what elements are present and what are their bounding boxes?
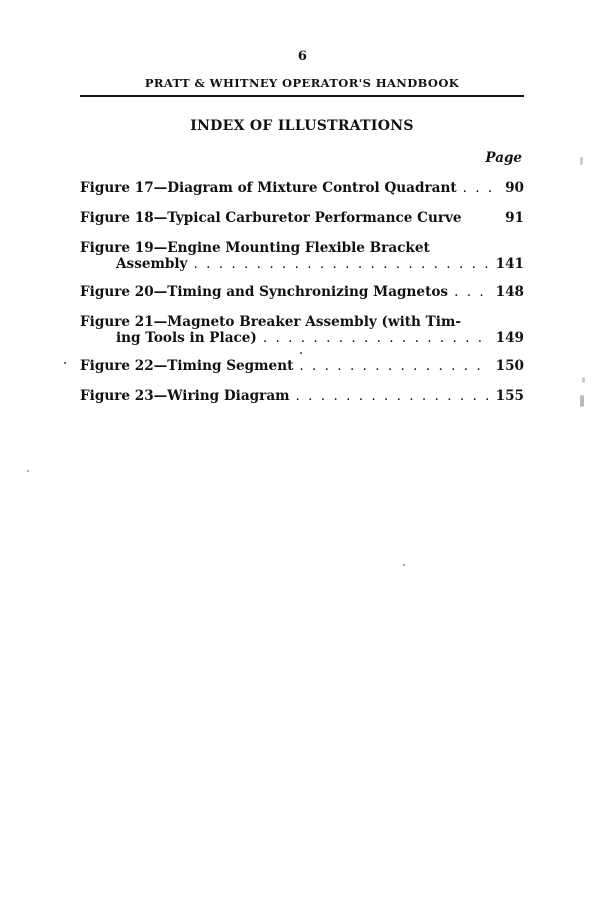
entry-page-number: 148 [495, 284, 524, 300]
dot-leader [448, 284, 488, 300]
scan-speck [64, 362, 66, 364]
index-entry-figure-19 [80, 240, 524, 272]
scan-edge-mark [580, 395, 584, 407]
entry-title-line-1 [80, 240, 524, 256]
scan-speck [300, 352, 302, 354]
scan-speck [403, 564, 405, 566]
section-title: INDEX OF ILLUSTRATIONS [190, 118, 414, 134]
dot-leader [257, 330, 488, 346]
entry-title: Figure 18—Typical Carburetor Performance Curve [80, 210, 462, 226]
dot-leader [290, 388, 488, 404]
running-head: PRATT & WHITNEY OPERATOR'S HANDBOOK [144, 76, 460, 90]
index-entry-figure-21 [80, 314, 524, 346]
entry-title: Figure 21—Magneto Breaker Assembly (with Tim- [80, 314, 461, 330]
index-entry-figure-20 [80, 284, 524, 300]
page-number: 6 [297, 49, 308, 64]
entry-page-number: 155 [495, 388, 524, 404]
entry-page-number: 90 [505, 180, 524, 196]
index-entry-figure-18 [80, 210, 524, 226]
entry-page-number: 150 [495, 358, 524, 374]
index-entry-figure-17 [80, 180, 524, 196]
entry-title: Figure 22—Timing Segment [80, 358, 294, 374]
entry-title: Figure 19—Engine Mounting Flexible Bracket [80, 240, 430, 256]
entry-title-continuation: Assembly [116, 256, 188, 272]
index-entry-figure-23 [80, 388, 524, 404]
scan-edge-mark [580, 157, 583, 165]
entry-title-line-2 [80, 330, 524, 346]
entry-title: Figure 23—Wiring Diagram [80, 388, 290, 404]
entry-page-number: 149 [495, 330, 524, 346]
entry-title-line-1 [80, 314, 524, 330]
scan-speck [27, 470, 29, 472]
illustration-index-list [80, 180, 524, 418]
header-rule [80, 95, 524, 97]
dot-leader [293, 358, 487, 374]
dot-leader [187, 256, 487, 272]
entry-title-continuation: ing Tools in Place) [116, 330, 257, 346]
entry-title: Figure 17—Diagram of Mixture Control Quadrant [80, 180, 457, 196]
index-entry-figure-22 [80, 358, 524, 374]
scan-edge-mark [582, 377, 585, 383]
entry-page-number: 141 [495, 256, 524, 272]
dot-leader [457, 180, 492, 196]
entry-page-number: 91 [505, 210, 524, 226]
entry-title: Figure 20—Timing and Synchronizing Magnetos [80, 284, 449, 300]
page-column-label: Page [485, 150, 522, 166]
entry-title-line-2 [80, 256, 524, 272]
